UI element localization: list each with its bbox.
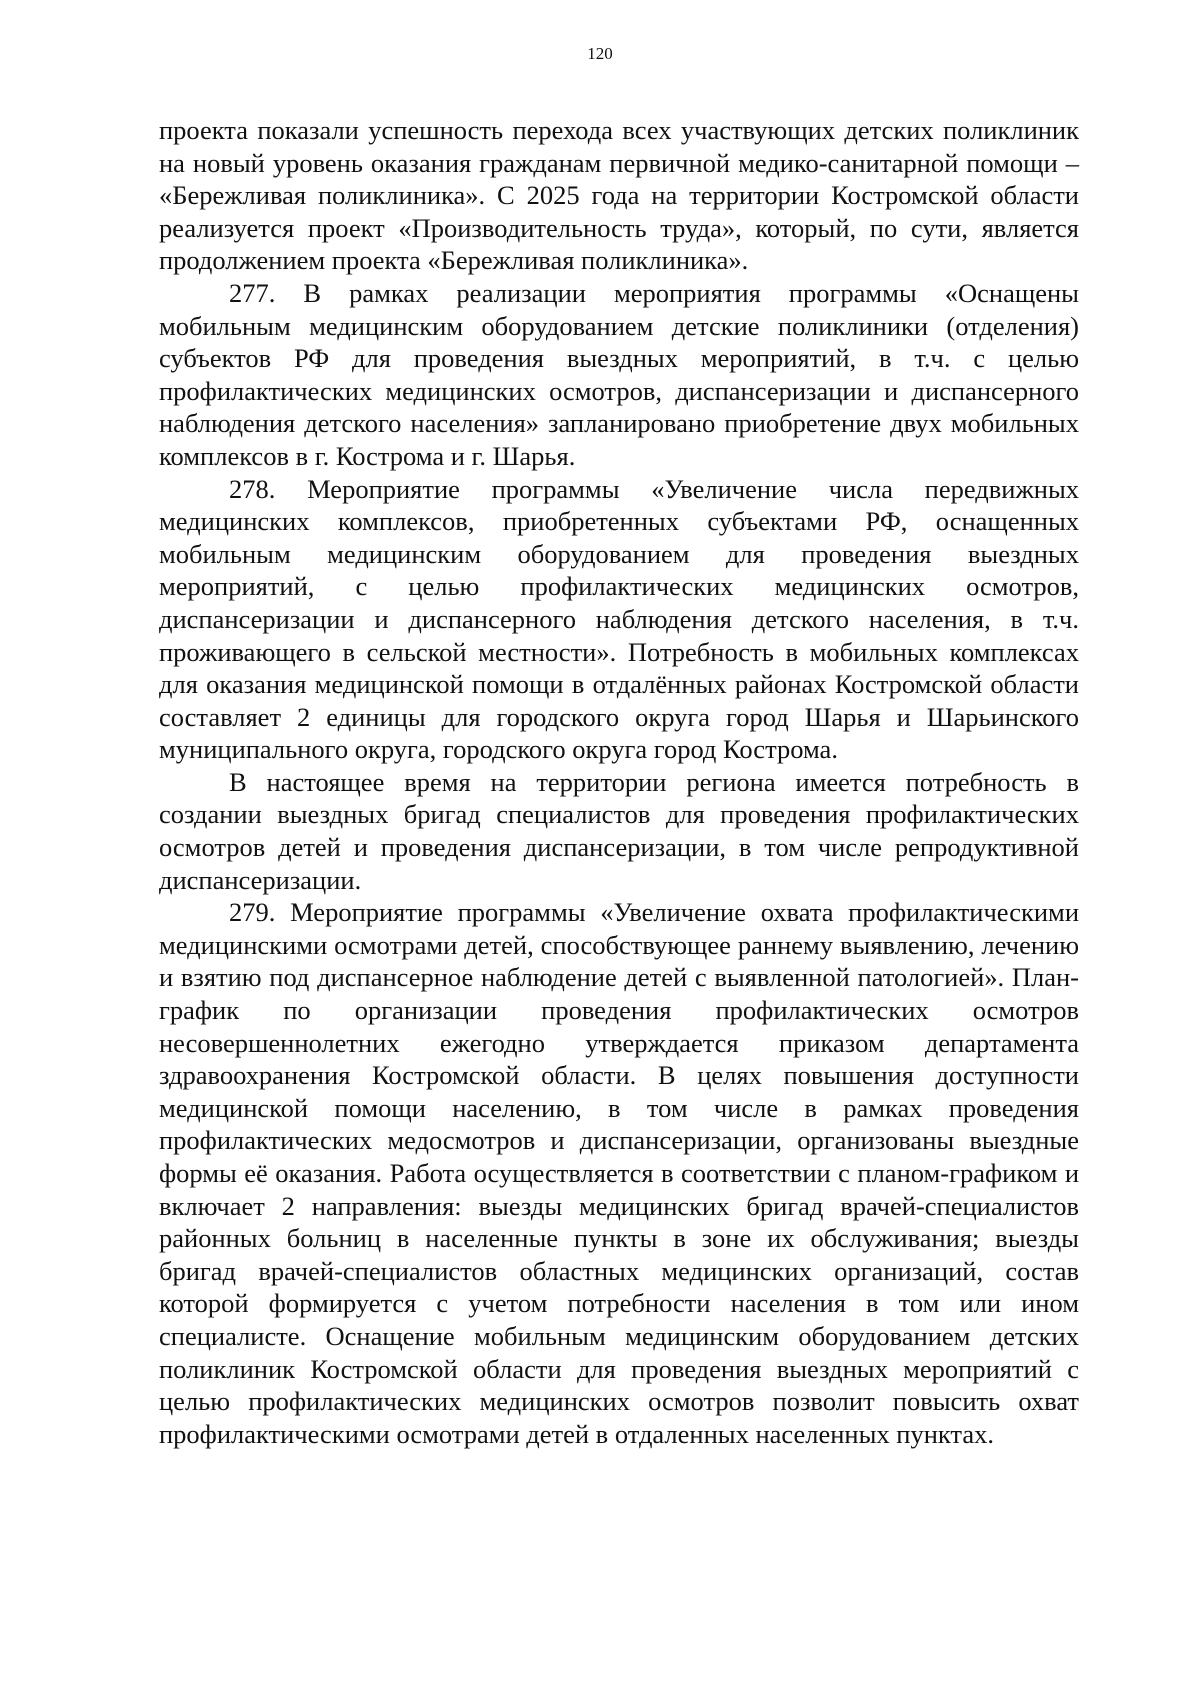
page-number: 120	[587, 44, 613, 63]
paragraph-need: В настоящее время на территории региона имеется потребность в создании выездных бригад специалистов для проведения профилактических осмотров детей и проведения диспансеризации, в том числе репродуктивной диспансеризации.	[159, 766, 1079, 895]
paragraph-277: 277. В рамках реализации мероприятия программы «Оснащены мобильным медицинским оборудованием детские поликлиники (отделения) субъектов РФ для проведения выездных мероприятий, в т.ч. с целью профилактических медицинских осмотров, диспансеризации и диспансерного наблюдения детского населения» запланировано приобретение двух мобильных комплексов в г. Кострома и г. Шарья.	[159, 277, 1079, 471]
paragraph-279: 279. Мероприятие программы «Увеличение охвата профилактическими медицинскими осмотрами детей, способствующее раннему выявлению, лечению и взятию под диспансерное наблюдение детей с выявленной патологией». План-график по организации проведения профилактических осмотров несовершеннолетних ежегодно утверждается приказом департамента здравоохранения Костромской области. В целях повышения доступности медицинской помощи населению, в том числе в рамках проведения профилактических медосмотров и диспансеризации, организованы выездные формы её оказания. Работа осуществляется в соответствии с планом-графиком и включает 2 направления: выезды медицинских бригад врачей-специалистов районных больниц в населенные пункты в зоне их обслуживания; выезды бригад врачей-специалистов областных медицинских организаций, состав которой формируется с учетом потребности населения в том или ином специалисте. Оснащение мобильным медицинским оборудованием детских поликлиник Костромской области для проведения выездных мероприятий с целью профилактических медицинских осмотров позволит повысить охват профилактическими осмотрами детей в отдаленных населенных пунктах.	[159, 897, 1079, 1449]
paragraph-continuation: проекта показали успешность перехода всех участвующих детских поликлиник на новый уровень оказания гражданам первичной медико-санитарной помощи – «Бережливая поликлиника». С 2025 года на территории Костромской области реализуется проект «Производительность труда», который, по сути, является продолжением проекта «Бережливая поликлиника».	[159, 115, 1079, 276]
paragraph-278: 278. Мероприятие программы «Увеличение числа передвижных медицинских комплексов, приобретенных субъектами РФ, оснащенных мобильным медицинским оборудованием для проведения выездных мероприятий, с целью профилактических медицинских осмотров, диспансеризации и диспансерного наблюдения детского населения, в т.ч. проживающего в сельской местности». Потребность в мобильных комплексах для оказания медицинской помощи в отдалённых районах Костромской области составляет 2 единицы для городского округа город Шарья и Шарьинского муниципального округа, городского округа город Кострома.	[159, 473, 1079, 765]
document-body	[159, 114, 1079, 1450]
